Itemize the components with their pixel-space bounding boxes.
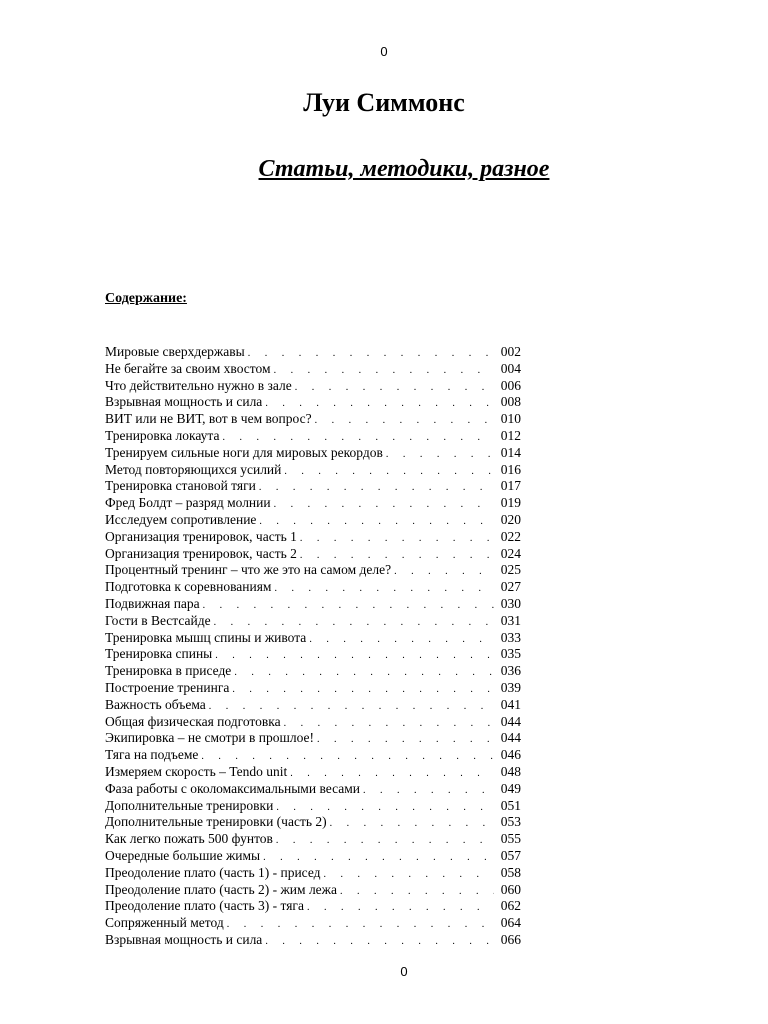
toc-entry-title: Организация тренировок, часть 2 <box>105 545 297 561</box>
table-of-contents <box>105 344 521 949</box>
toc-entry <box>105 865 521 882</box>
toc-entry-page: 030 <box>500 595 521 611</box>
toc-entry <box>105 478 521 495</box>
toc-entry-page: 033 <box>500 629 521 645</box>
toc-entry <box>105 764 521 781</box>
toc-entry-page: 044 <box>500 713 521 729</box>
toc-entry-title: Тренировка становой тяги <box>105 478 256 494</box>
toc-entry-page: 020 <box>500 511 521 527</box>
toc-entry-page: 060 <box>500 881 521 897</box>
toc-entry-page: 048 <box>500 763 521 779</box>
toc-entry <box>105 378 521 395</box>
toc-entry <box>105 646 521 663</box>
toc-entry-page: 044 <box>500 730 521 746</box>
toc-entry <box>105 462 521 479</box>
toc-entry <box>105 932 521 949</box>
author-title: Луи Симмонс <box>303 88 465 117</box>
toc-entry-title: ВИТ или не ВИТ, вот в чем вопрос? <box>105 411 312 427</box>
toc-entry-title: Общая физическая подготовка <box>105 713 281 729</box>
toc-entry-page: 064 <box>500 915 521 931</box>
toc-entry-page: 066 <box>500 931 521 947</box>
toc-entry-page: 010 <box>500 411 521 427</box>
toc-entry-title: Не бегайте за своим хвостом <box>105 360 271 376</box>
toc-entry-page: 017 <box>500 478 521 494</box>
toc-entry <box>105 831 521 848</box>
toc-entry-title: Взрывная мощность и сила <box>105 394 263 410</box>
toc-entry <box>105 394 521 411</box>
toc-entry-title: Фаза работы с околомаксимальными весами <box>105 780 360 796</box>
toc-entry-title: Тренировка в приседе <box>105 663 232 679</box>
page-number-top: 0 <box>380 44 388 59</box>
toc-entry <box>105 344 521 361</box>
toc-entry <box>105 596 521 613</box>
toc-entry-page: 002 <box>500 344 521 359</box>
toc-entry-page: 016 <box>500 461 521 477</box>
toc-entry <box>105 630 521 647</box>
toc-entry <box>105 495 521 512</box>
toc-entry <box>105 546 521 563</box>
toc-entry-title: Подвижная пара <box>105 595 200 611</box>
toc-entry <box>105 915 521 932</box>
toc-entry-page: 022 <box>500 528 521 544</box>
toc-entry-title: Как легко пожать 500 фунтов <box>105 831 273 847</box>
toc-entry <box>105 680 521 697</box>
toc-entry-title: Тренировка мышц спины и живота <box>105 629 307 645</box>
toc-entry <box>105 613 521 630</box>
toc-entry-title: Метод повторяющихся усилий <box>105 461 282 477</box>
toc-entry-page: 041 <box>500 696 521 712</box>
toc-entry-title: Преодоление плато (часть 2) - жим лежа <box>105 881 337 897</box>
toc-entry-page: 035 <box>500 646 521 662</box>
toc-entry <box>105 579 521 596</box>
toc-entry-title: Тяга на подъеме <box>105 747 199 763</box>
toc-entry-page: 051 <box>500 797 521 813</box>
toc-entry-title: Подготовка к соревнованиям <box>105 579 272 595</box>
toc-entry-page: 062 <box>500 898 521 914</box>
toc-entry-title: Сопряженный метод <box>105 915 224 931</box>
toc-entry <box>105 747 521 764</box>
toc-entry-title: Исследуем сопротивление <box>105 511 257 527</box>
toc-entry-page: 008 <box>500 394 521 410</box>
toc-entry-title: Очередные большие жимы <box>105 847 261 863</box>
toc-entry <box>105 848 521 865</box>
toc-entry-title: Тренируем сильные ноги для мировых рекордов <box>105 444 383 460</box>
toc-entry-title: Тренировка спины <box>105 646 213 662</box>
toc-entry <box>105 882 521 899</box>
toc-entry <box>105 361 521 378</box>
page-number-bottom: 0 <box>400 964 408 979</box>
toc-entry <box>105 445 521 462</box>
toc-entry <box>105 814 521 831</box>
toc-entry <box>105 411 521 428</box>
toc-entry-page: 049 <box>500 780 521 796</box>
toc-entry-title: Организация тренировок, часть 1 <box>105 528 297 544</box>
toc-entry-page: 019 <box>500 495 521 511</box>
toc-entry <box>105 730 521 747</box>
toc-entry-title: Дополнительные тренировки <box>105 797 274 813</box>
toc-entry-title: Дополнительные тренировки (часть 2) <box>105 814 327 830</box>
toc-entry <box>105 529 521 546</box>
document-subtitle: Статьи, методики, разное <box>258 156 550 182</box>
toc-leader-dots <box>265 932 494 951</box>
toc-entry-title: Что действительно нужно в зале <box>105 377 292 393</box>
toc-entry-page: 031 <box>500 612 521 628</box>
toc-entry-page: 006 <box>500 377 521 393</box>
toc-entry-title: Фред Болдт – разряд молнии <box>105 495 271 511</box>
toc-entry <box>105 781 521 798</box>
toc-entry-title: Гости в Вестсайде <box>105 612 211 628</box>
toc-entry-page: 046 <box>500 747 521 763</box>
toc-entry-page: 058 <box>500 864 521 880</box>
toc-entry-title: Построение тренинга <box>105 679 230 695</box>
toc-entry-title: Преодоление плато (часть 1) - присед <box>105 864 321 880</box>
toc-entry <box>105 562 521 579</box>
toc-entry-title: Измеряем скорость – Tendo unit <box>105 763 288 779</box>
toc-entry <box>105 798 521 815</box>
toc-entry-page: 014 <box>500 444 521 460</box>
toc-entry-page: 055 <box>500 831 521 847</box>
toc-entry-title: Тренировка локаута <box>105 427 220 443</box>
toc-entry-page: 039 <box>500 679 521 695</box>
toc-entry-page: 012 <box>500 427 521 443</box>
toc-entry-title: Взрывная мощность и сила <box>105 931 263 947</box>
toc-entry-title: Процентный тренинг – что же это на самом деле? <box>105 562 392 578</box>
toc-entry-page: 025 <box>500 562 521 578</box>
toc-entry <box>105 697 521 714</box>
toc-entry <box>105 428 521 445</box>
contents-heading: Содержание: <box>105 291 187 306</box>
toc-entry-page: 004 <box>500 360 521 376</box>
toc-entry <box>105 898 521 915</box>
toc-entry-title: Важность объема <box>105 696 206 712</box>
toc-entry <box>105 663 521 680</box>
toc-entry-page: 053 <box>500 814 521 830</box>
toc-entry-title: Мировые сверхдержавы <box>105 344 245 359</box>
toc-entry-page: 036 <box>500 663 521 679</box>
toc-entry-page: 027 <box>500 579 521 595</box>
toc-entry-title: Экипировка – не смотри в прошлое! <box>105 730 314 746</box>
toc-entry <box>105 512 521 529</box>
toc-entry-page: 024 <box>500 545 521 561</box>
toc-entry <box>105 714 521 731</box>
toc-entry-title: Преодоление плато (часть 3) - тяга <box>105 898 304 914</box>
toc-entry-page: 057 <box>500 847 521 863</box>
